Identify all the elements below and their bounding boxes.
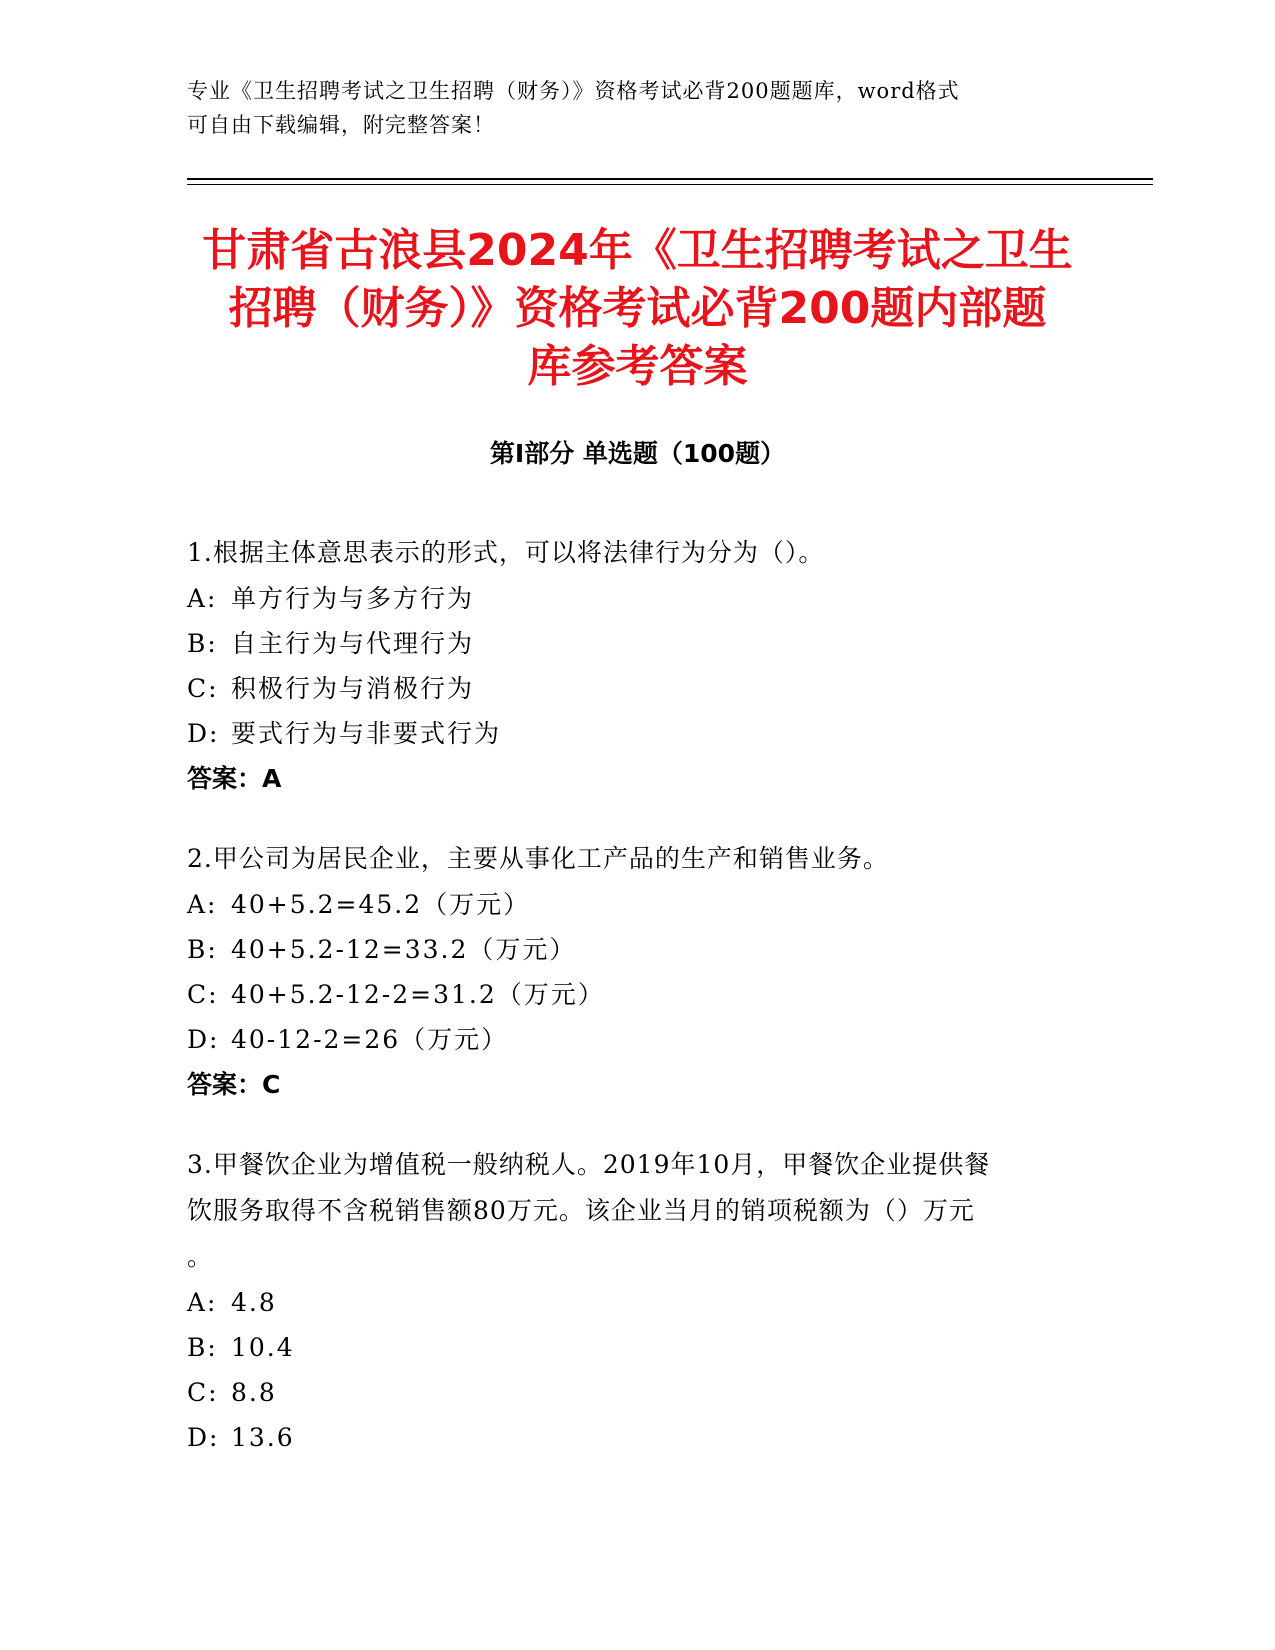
option-d <box>187 711 1077 756</box>
option-label: D: <box>187 719 220 748</box>
option-text: 要式行为与非要式行为 <box>231 719 502 748</box>
question-3 <box>187 1142 1077 1460</box>
option-label: C: <box>187 1378 219 1407</box>
option-b <box>187 621 1077 666</box>
section-heading: 第Ⅰ部分 单选题（100题） <box>489 439 786 468</box>
question-stem: 1.根据主体意思表示的形式，可以将法律行为分为（）。 <box>187 538 825 567</box>
header-line-1: 专业《卫生招聘考试之卫生招聘（财务）》资格考试必背200题题库，word格式 <box>187 79 960 103</box>
option-d <box>187 1017 1077 1062</box>
question-stem-line-2: 饮服务取得不含税销售额80万元。该企业当月的销项税额为（）万元 <box>187 1196 975 1225</box>
option-text: 8.8 <box>231 1378 277 1407</box>
option-label: D: <box>187 1025 220 1054</box>
document-title <box>160 222 1115 396</box>
option-label: B: <box>187 935 218 964</box>
header-divider-thick <box>187 178 1153 180</box>
option-b <box>187 1325 1077 1370</box>
question-stem-line-1: 3.甲餐饮企业为增值税一般纳税人。2019年10月，甲餐饮企业提供餐 <box>187 1150 991 1179</box>
title-line-3: 库参考答案 <box>527 341 748 392</box>
option-text: 4.8 <box>231 1288 277 1317</box>
question-1 <box>187 530 1077 802</box>
answer: 答案：A <box>187 764 282 793</box>
question-list <box>187 530 1077 1494</box>
title-line-2: 招聘（财务）》资格考试必背200题内部题 <box>228 283 1047 334</box>
header-note <box>187 74 1067 142</box>
option-b <box>187 927 1077 972</box>
answer: 答案：C <box>187 1070 281 1099</box>
option-label: A: <box>187 890 218 919</box>
option-a <box>187 882 1077 927</box>
option-text: 积极行为与消极行为 <box>231 674 475 703</box>
option-label: C: <box>187 980 219 1009</box>
option-c <box>187 666 1077 711</box>
option-c <box>187 972 1077 1017</box>
option-label: A: <box>187 1288 218 1317</box>
option-text: 10.4 <box>231 1333 295 1362</box>
option-text: 40+5.2-12-2=31.2（万元） <box>231 980 605 1009</box>
option-text: 13.6 <box>231 1423 295 1452</box>
option-label: B: <box>187 1333 218 1362</box>
option-c <box>187 1370 1077 1415</box>
option-label: D: <box>187 1423 220 1452</box>
option-label: C: <box>187 674 219 703</box>
option-text: 40-12-2=26（万元） <box>231 1025 509 1054</box>
option-label: A: <box>187 584 218 613</box>
option-text: 自主行为与代理行为 <box>231 629 475 658</box>
header-divider-thin <box>187 184 1153 185</box>
option-text: 40+5.2=45.2（万元） <box>231 890 531 919</box>
option-a <box>187 1280 1077 1325</box>
option-a <box>187 576 1077 621</box>
option-label: B: <box>187 629 218 658</box>
question-2 <box>187 836 1077 1108</box>
option-text: 40+5.2-12=33.2（万元） <box>231 935 577 964</box>
option-text: 单方行为与多方行为 <box>231 584 475 613</box>
question-stem-line-3: 。 <box>187 1242 214 1271</box>
header-line-2: 可自由下载编辑，附完整答案！ <box>187 113 495 137</box>
option-d <box>187 1415 1077 1460</box>
title-line-1: 甘肃省古浪县2024年《卫生招聘考试之卫生 <box>202 225 1073 276</box>
question-stem: 2.甲公司为居民企业，主要从事化工产品的生产和销售业务。 <box>187 844 889 873</box>
